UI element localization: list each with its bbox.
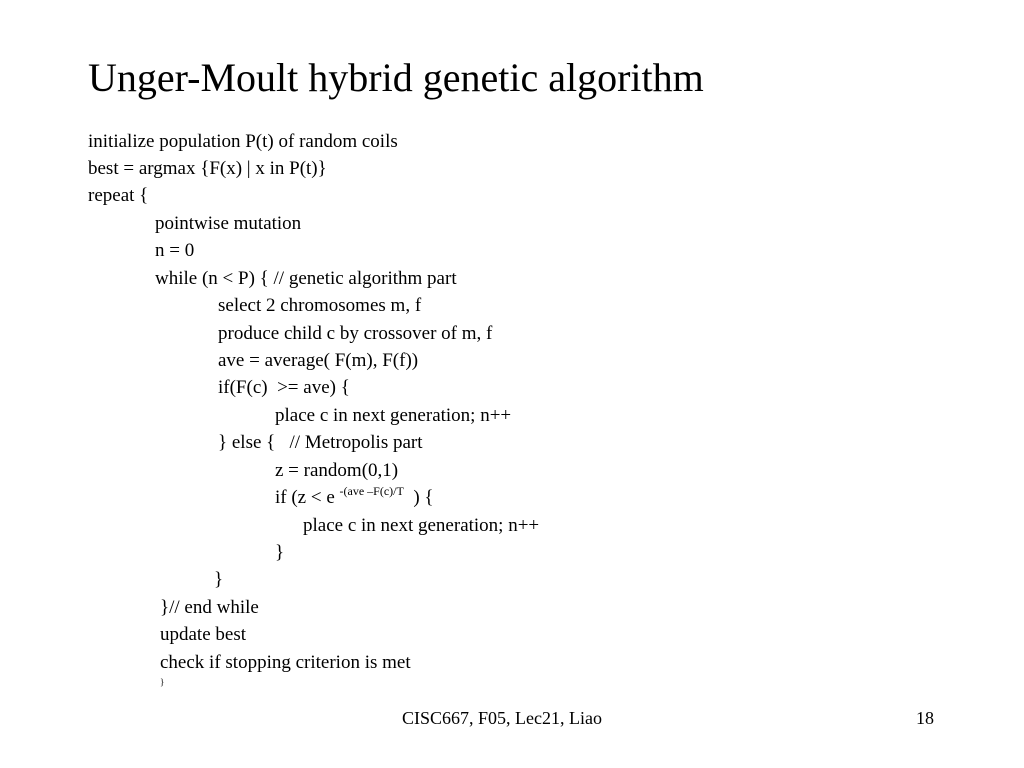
code-line-19: update best xyxy=(160,624,247,645)
code-line-13: z = random(0,1) xyxy=(275,460,399,481)
code-line-6: while (n < P) { // genetic algorithm part xyxy=(155,268,457,289)
slide-title: Unger-Moult hybrid genetic algorithm xyxy=(88,55,704,100)
code-line-16: } xyxy=(275,542,285,563)
code-line-5: n = 0 xyxy=(155,240,195,261)
code-line-11: place c in next generation; n++ xyxy=(275,405,512,426)
code-line-15: place c in next generation; n++ xyxy=(303,515,540,536)
code-line-14 xyxy=(275,486,434,511)
page-number: 18 xyxy=(916,708,934,728)
code-line-8: produce child c by crossover of m, f xyxy=(218,323,493,344)
code-line-4: pointwise mutation xyxy=(155,213,302,234)
code-line-1: initialize population P(t) of random coils xyxy=(88,131,398,152)
code-line-3: repeat { xyxy=(88,185,149,206)
footer-course-label: CISC667, F05, Lec21, Liao xyxy=(402,708,602,728)
code-line-12: } else { // Metropolis part xyxy=(218,432,423,453)
code-line-14-pre: if (z < e xyxy=(275,487,340,508)
code-line-14-post: ) { xyxy=(403,487,434,508)
code-line-7: select 2 chromosomes m, f xyxy=(218,295,422,316)
code-line-18: }// end while xyxy=(160,597,259,618)
code-line-9: ave = average( F(m), F(f)) xyxy=(218,350,419,371)
code-line-10: if(F(c) >= ave) { xyxy=(218,377,350,398)
code-line-2: best = argmax {F(x) | x in P(t)} xyxy=(88,158,327,179)
code-line-17: } xyxy=(214,569,224,590)
code-line-21: } xyxy=(160,677,165,687)
exponent-superscript: -(ave –F(c)/T xyxy=(339,484,404,498)
code-line-20: check if stopping criterion is met xyxy=(160,652,411,673)
